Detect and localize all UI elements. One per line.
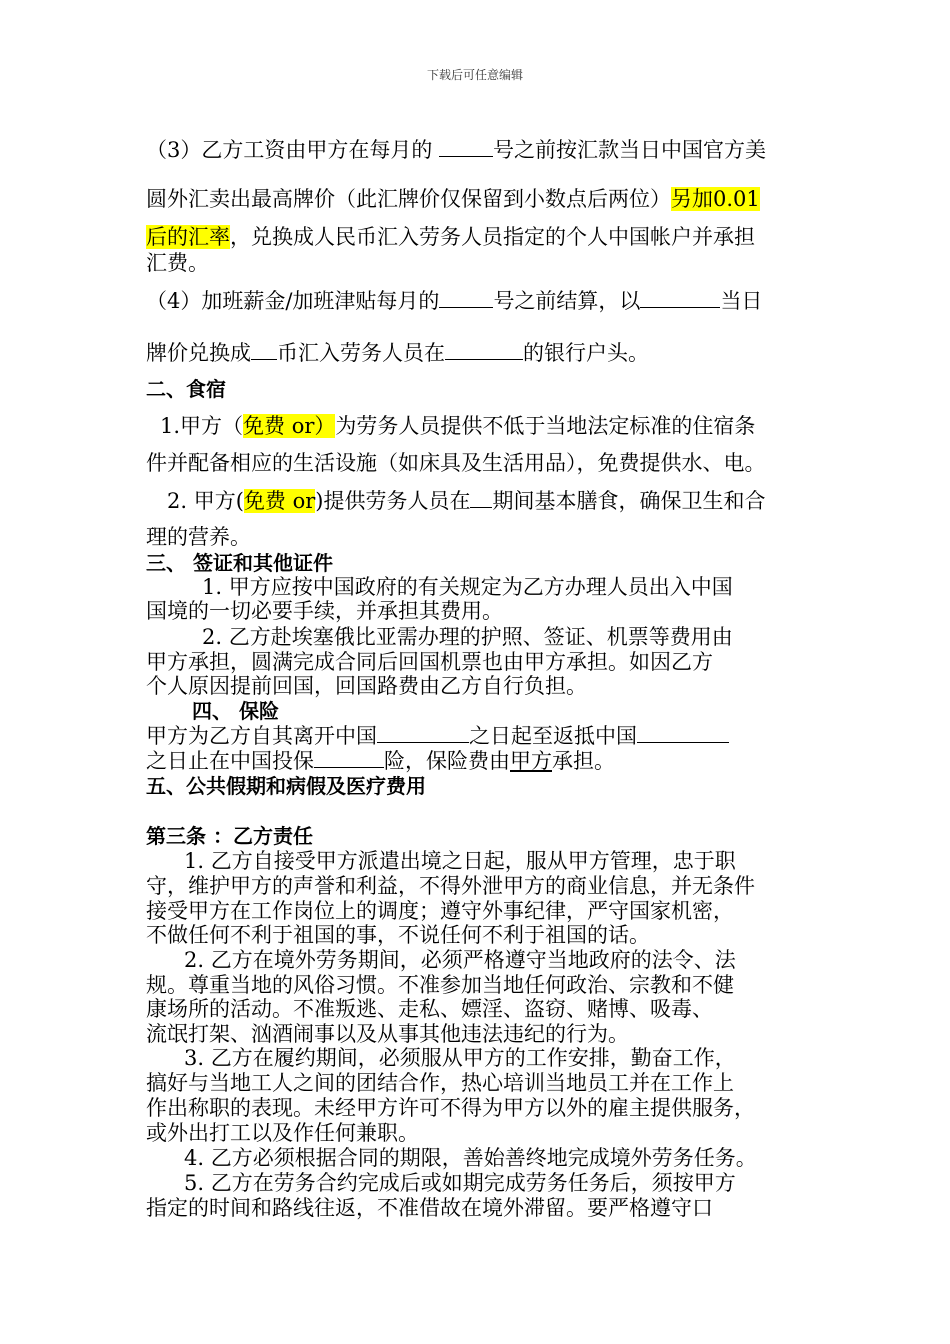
article-3-line: 守，维护甲方的声誉和利益，不得外泄甲方的商业信息，并无条件 xyxy=(146,874,755,898)
section-3-line-1: 1. 甲方应按中国政府的有关规定为乙方办理人员出入中国 xyxy=(202,575,733,599)
text: 的银行户头。 xyxy=(523,341,649,365)
section-2-item-1-cont: 件并配备相应的生活设施（如床具及生活用品），免费提供水、电。 xyxy=(146,451,766,475)
text: 币汇入劳务人员在 xyxy=(277,341,445,365)
article-3-title: 第三条 ：乙方责任 xyxy=(146,824,313,848)
section-4-line-1 xyxy=(146,722,729,749)
section-3-line-4: 甲方承担，圆满完成合同后回国机票也由甲方承担。如因乙方 xyxy=(146,650,713,674)
text: 为劳务人员提供不低于当地法定标准的住宿条 xyxy=(335,414,756,438)
page-header: 下载后可任意编辑 xyxy=(426,68,523,82)
text: （4）加班薪金/加班津贴每月的 xyxy=(146,289,440,313)
text: 承担。 xyxy=(552,749,615,773)
text: 号之前结算，以 xyxy=(493,289,641,313)
text: 号之前按汇款当日中国官方美 xyxy=(493,138,767,162)
highlight-text: 另加0.01 xyxy=(671,187,760,211)
text: 汇费。 xyxy=(146,251,209,275)
clause-4-line-1 xyxy=(146,287,762,314)
article-3-line: 4. 乙方必须根据合同的期限，善始善终地完成境外劳务任务。 xyxy=(184,1146,757,1170)
underlined-text: 甲方 xyxy=(510,749,552,773)
article-3-line: 2. 乙方在境外劳务期间，必须严格遵守当地政府的法令、法 xyxy=(184,948,736,972)
blank-field[interactable] xyxy=(377,722,469,743)
blank-field[interactable] xyxy=(314,747,384,768)
text: 之日止在中国投保 xyxy=(146,749,314,773)
text: 圆外汇卖出最高牌价（此汇牌价仅保留到小数点后两位） xyxy=(146,187,671,211)
article-3-line: 作出称职的表现。未经甲方许可不得为甲方以外的雇主提供服务， xyxy=(146,1096,755,1120)
blank-field[interactable] xyxy=(439,287,493,308)
article-3-line: 康场所的活动。不准叛逃、走私、嫖淫、盗窃、赌博、吸毒、 xyxy=(146,997,713,1021)
article-3-line: 1. 乙方自接受甲方派遣出境之日起，服从甲方管理，忠于职 xyxy=(184,849,736,873)
clause-4-line-2 xyxy=(146,339,649,366)
article-3-line: 或外出打工以及作任何兼职。 xyxy=(146,1121,419,1145)
text: 之日起至返抵中国 xyxy=(469,724,637,748)
text: 险，保险费由 xyxy=(384,749,510,773)
clause-3-line-3 xyxy=(146,224,755,250)
blank-field[interactable] xyxy=(439,136,493,157)
text: 2. 甲方( xyxy=(167,489,244,513)
highlight-text: 后的汇率 xyxy=(146,225,230,249)
article-3-line: 3. 乙方在履约期间，必须服从甲方的工作安排，勤奋工作， xyxy=(184,1046,736,1070)
blank-field[interactable] xyxy=(640,287,720,308)
blank-field[interactable] xyxy=(251,339,277,360)
text: )提供劳务人员在 xyxy=(315,489,471,513)
section-2-title: 二、食宿 xyxy=(146,377,226,401)
section-2-item-1 xyxy=(160,413,755,439)
text: ，兑换成人民币汇入劳务人员指定的个人中国帐户并承担 xyxy=(230,225,755,249)
text: （3）乙方工资由甲方在每月的 xyxy=(146,138,440,162)
section-4-line-2 xyxy=(146,747,615,774)
section-5-title: 五、公共假期和病假及医疗费用 xyxy=(146,774,426,798)
blank-field[interactable] xyxy=(470,487,492,508)
article-3-line: 不做任何不利于祖国的事，不说任何不利于祖国的话。 xyxy=(146,923,650,947)
text: 1.甲方（ xyxy=(160,414,244,438)
section-2-item-2-cont: 理的营养。 xyxy=(146,525,251,549)
article-3-line: 接受甲方在工作岗位上的调度；遵守外事纪律，严守国家机密， xyxy=(146,899,734,923)
section-4-title: 四、 保险 xyxy=(192,699,279,723)
clause-3-line-4 xyxy=(146,250,209,276)
clause-3-line-2 xyxy=(146,186,760,212)
section-3-line-5: 个人原因提前回国，回国路费由乙方自行负担。 xyxy=(146,674,587,698)
section-2-item-2 xyxy=(167,487,765,514)
article-3-line: 指定的时间和路线往返，不准借故在境外滞留。要严格遵守口 xyxy=(146,1196,713,1220)
section-3-title: 三、 签证和其他证件 xyxy=(146,551,333,575)
article-3-line: 搞好与当地工人之间的团结合作，热心培训当地员工并在工作上 xyxy=(146,1071,734,1095)
text: 甲方为乙方自其离开中国 xyxy=(146,724,377,748)
highlight-text: 免费 or xyxy=(243,489,316,513)
blank-field[interactable] xyxy=(637,722,729,743)
blank-field[interactable] xyxy=(445,339,523,360)
text: 期间基本膳食，确保卫生和合 xyxy=(492,489,766,513)
text: 牌价兑换成 xyxy=(146,341,251,365)
highlight-text: 免费 or） xyxy=(243,414,336,438)
article-3-line: 规。尊重当地的风俗习惯。不准参加当地任何政治、宗教和不健 xyxy=(146,973,734,997)
article-3-line: 流氓打架、汹酒闹事以及从事其他违法违纪的行为。 xyxy=(146,1022,629,1046)
article-3-line: 5. 乙方在劳务合约完成后或如期完成劳务任务后，须按甲方 xyxy=(184,1171,736,1195)
text: 当日 xyxy=(720,289,763,313)
section-3-line-2: 国境的一切必要手续，并承担其费用。 xyxy=(146,599,503,623)
clause-3-line-1 xyxy=(146,136,766,163)
section-3-line-3: 2. 乙方赴埃塞俄比亚需办理的护照、签证、机票等费用由 xyxy=(202,625,733,649)
